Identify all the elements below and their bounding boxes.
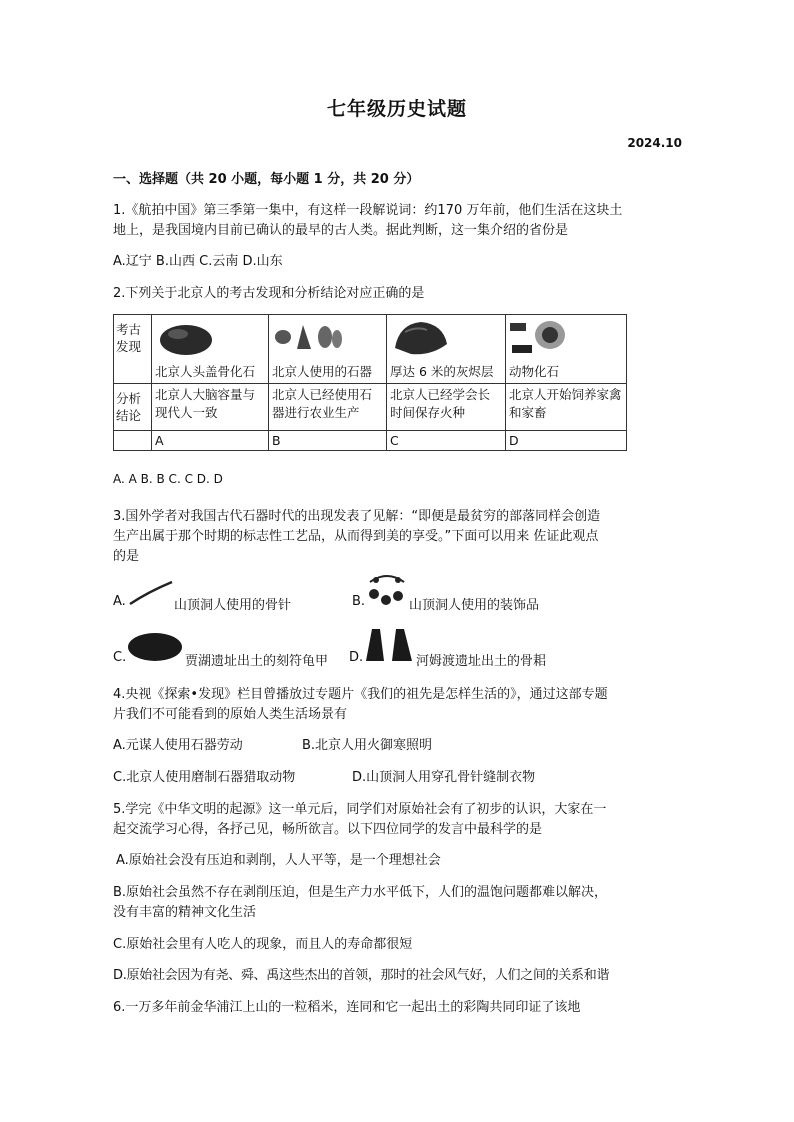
q3-option-d: 河姆渡遗址出土的骨耜 bbox=[416, 654, 547, 669]
find-label-d: 动物化石 bbox=[509, 364, 560, 379]
tortoise-shell-icon bbox=[126, 630, 184, 664]
find-cell-c bbox=[387, 315, 506, 384]
skull-fossil-icon bbox=[156, 318, 216, 358]
q6-line1: 6.一万多年前金华浦江上山的一粒稻米，连同和它一起出土的彩陶共同印证了该地 bbox=[113, 1000, 581, 1015]
row-header-conclusions: 分析结论 bbox=[114, 384, 152, 431]
q3-option-a: 山顶洞人使用的骨针 bbox=[174, 598, 292, 613]
q5-option-b-line2: 没有丰富的精神文化生活 bbox=[113, 905, 257, 920]
section-heading: 一、选择题（共 20 小题，每小题 1 分，共 20 分） bbox=[113, 172, 420, 187]
q3-line3: 的是 bbox=[113, 549, 140, 564]
q5-option-d: D.原始社会因为有尧、舜、禹这些杰出的首领，那时的社会风气好，人们之间的关系和谐 bbox=[113, 968, 610, 983]
bone-spade-icon bbox=[362, 625, 416, 665]
q3-option-b-letter: B. bbox=[352, 594, 366, 609]
q3-option-c-letter: C. bbox=[113, 650, 127, 665]
ash-layer-icon bbox=[391, 318, 451, 358]
letter-b: B bbox=[269, 431, 387, 451]
q5-option-b-line1: B.原始社会虽然不存在剥削压迫，但是生产力水平低下，人们的温饱问题都难以解决， bbox=[113, 885, 608, 900]
q5-option-c: C.原始社会里有人吃人的现象，而且人的寿命都很短 bbox=[113, 937, 413, 952]
letter-d: D bbox=[506, 431, 627, 451]
q3-line1: 3.国外学者对我国古代石器时代的出现发表了见解：“即便是最贫穷的部落同样会创造 bbox=[113, 509, 601, 524]
find-cell-b bbox=[269, 315, 387, 384]
q4-option-c: C.北京人使用磨制石器猎取动物 bbox=[113, 770, 296, 785]
animal-fossil-icon bbox=[508, 317, 568, 359]
q3-option-b: 山顶洞人使用的装饰品 bbox=[409, 598, 540, 613]
q3-option-d-letter: D. bbox=[349, 650, 364, 665]
conclusion-d: 北京人开始饲养家禽和家畜 bbox=[506, 384, 627, 431]
find-label-a: 北京人头盖骨化石 bbox=[155, 364, 256, 379]
row-header-finds: 考古发现 bbox=[114, 315, 152, 384]
q1-line2: 地上，是我国境内目前已确认的最早的古人类。据此判断，这一集介绍的省份是 bbox=[113, 223, 569, 238]
q2-table bbox=[113, 314, 627, 451]
bone-needle-icon bbox=[128, 580, 174, 608]
q3-option-c: 贾湖遗址出土的刻符龟甲 bbox=[185, 654, 329, 669]
q5-option-a: A.原始社会没有压迫和剥削，人人平等，是一个理想社会 bbox=[116, 853, 441, 868]
q2-stem: 2.下列关于北京人的考古发现和分析结论对应正确的是 bbox=[113, 286, 425, 301]
q4-line2: 片我们不可能看到的原始人类生活场景有 bbox=[113, 707, 348, 722]
q1-line1: 1.《航拍中国》第三季第一集中，有这样一段解说词：约170 万年前，他们生活在这块土 bbox=[113, 203, 623, 218]
find-label-c: 厚达 6 米的灰烬层 bbox=[390, 364, 494, 379]
row-header-empty bbox=[114, 431, 152, 451]
q4-option-a: A.元谋人使用石器劳动 bbox=[113, 738, 243, 753]
q1-options: A.辽宁 B.山西 C.云南 D.山东 bbox=[113, 254, 283, 269]
q4-option-b: B.北京人用火御寒照明 bbox=[302, 738, 433, 753]
conclusion-b: 北京人已经使用石器进行农业生产 bbox=[269, 384, 387, 431]
conclusion-c: 北京人已经学会长时间保存火种 bbox=[387, 384, 506, 431]
find-cell-a bbox=[152, 315, 269, 384]
conclusion-a: 北京人大脑容量与现代人一致 bbox=[152, 384, 269, 431]
page-title: 七年级历史试题 bbox=[326, 98, 467, 120]
letter-c: C bbox=[387, 431, 506, 451]
find-cell-d bbox=[506, 315, 627, 384]
q3-option-a-letter: A. bbox=[113, 594, 126, 609]
letter-a: A bbox=[152, 431, 269, 451]
find-label-b: 北京人使用的石器 bbox=[272, 364, 373, 379]
q4-line1: 4.央视《探索•发现》栏目曾播放过专题片《我们的祖先是怎样生活的》，通过这部专题 bbox=[113, 687, 608, 702]
q4-option-d: D.山顶洞人用穿孔骨针缝制衣物 bbox=[352, 770, 536, 785]
ornaments-icon bbox=[364, 572, 410, 608]
q5-line1: 5.学完《中华文明的起源》这一单元后，同学们对原始社会有了初步的认识，大家在一 bbox=[113, 802, 607, 817]
q2-options: A. A B. B C. C D. D bbox=[113, 472, 223, 486]
q3-line2: 生产出属于那个时期的标志性工艺品，从而得到美的享受。”下面可以用来 佐证此观点 bbox=[113, 529, 599, 544]
stone-tools-icon bbox=[273, 321, 343, 353]
q5-line2: 起交流学习心得，各抒己见，畅所欲言。以下四位同学的发言中最科学的是 bbox=[113, 822, 543, 837]
exam-date: 2024.10 bbox=[627, 136, 682, 150]
